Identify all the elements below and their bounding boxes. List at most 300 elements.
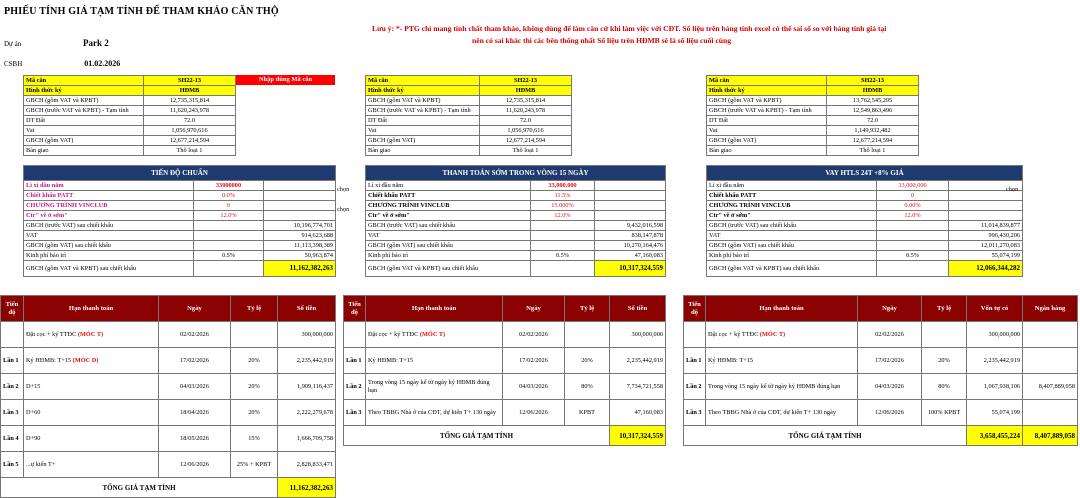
summary-label: GBCH (gồm VAT) sau chiết khấu bbox=[707, 241, 877, 251]
info-value: 12,735,315,814 bbox=[144, 96, 236, 106]
info-label: Bàn giao bbox=[707, 146, 827, 156]
summary-amount bbox=[595, 181, 666, 191]
schedule-cell: 80% bbox=[922, 374, 967, 400]
summary-row bbox=[24, 201, 336, 211]
schedule-total-row bbox=[684, 426, 1078, 446]
info-row bbox=[707, 126, 919, 136]
summary-rate bbox=[531, 231, 595, 241]
summary-label: Lì xì đầu năm bbox=[24, 181, 194, 191]
schedule-cell: Lần 3 bbox=[1, 400, 24, 426]
info-row bbox=[707, 136, 919, 146]
schedule-cell: 12/06/2026 bbox=[159, 452, 231, 478]
summary-row bbox=[366, 211, 666, 221]
info-value: 1,149,932,482 bbox=[827, 126, 919, 136]
schedule-cell bbox=[922, 322, 967, 348]
schedule-cell: Ký HĐMB: T+15 bbox=[366, 348, 503, 374]
summary-row bbox=[24, 211, 336, 221]
schedule-header-row bbox=[344, 296, 666, 322]
info-row bbox=[24, 116, 236, 126]
summary-amount bbox=[949, 211, 1023, 221]
info-label: Vat bbox=[24, 126, 144, 136]
info-label: GBCH (gồm VAT và KPBT) bbox=[707, 96, 827, 106]
summary-amount bbox=[595, 191, 666, 201]
summary-label: Chiết khấu PATT bbox=[24, 191, 194, 201]
info-row bbox=[24, 136, 236, 146]
summary-amount: 12,011,270,083 bbox=[949, 241, 1023, 251]
info-label: Hình thức ký bbox=[707, 86, 827, 96]
csbh-label: CSBH bbox=[4, 60, 23, 68]
info-value: Thô loại 1 bbox=[827, 146, 919, 156]
summary-rate bbox=[877, 261, 949, 277]
info-row bbox=[707, 86, 919, 96]
summary-amount bbox=[595, 211, 666, 221]
info-row bbox=[366, 86, 572, 96]
info-value: 11,620,243,978 bbox=[144, 106, 236, 116]
schedule-cell: Lần 1 bbox=[1, 348, 24, 374]
schedule-header: Tỷ lệ bbox=[565, 296, 610, 322]
schedule-cell: 2,235,442,919 bbox=[967, 348, 1023, 374]
summary-label: VAT bbox=[366, 231, 531, 241]
info-row bbox=[24, 106, 236, 116]
schedule-cell: Theo TBBG Nhà ở của CĐT, dự kiến T+ 130 ngày bbox=[706, 400, 858, 426]
summary-amount bbox=[264, 201, 336, 211]
schedule-total-amount: 3,658,455,224 bbox=[967, 426, 1023, 446]
summary-label: Kinh phí bảo trì bbox=[707, 251, 877, 261]
summary-amount: 9,432,016,598 bbox=[595, 221, 666, 231]
summary-label: Ctr" về ở sớm" bbox=[24, 211, 194, 221]
summary-rate: 15.000% bbox=[531, 201, 595, 211]
schedule-cell: Lần 1 bbox=[684, 348, 706, 374]
summary-row bbox=[24, 191, 336, 201]
info-row bbox=[366, 106, 572, 116]
summary-amount: 996,430,206 bbox=[949, 231, 1023, 241]
summary-label: VAT bbox=[24, 231, 194, 241]
schedule-cell: 20% bbox=[922, 348, 967, 374]
info-row bbox=[366, 116, 572, 126]
summary-amount: 10,196,774,701 bbox=[264, 221, 336, 231]
summary-label: GBCH (gồm VAT và KPBT) sau chiết khấu bbox=[366, 261, 531, 277]
schedule-cell: 17/02/2026 bbox=[159, 348, 231, 374]
schedule-cell: Theo TBBG Nhà ở của CĐT, dự kiến T+ 130 ngày bbox=[366, 400, 503, 426]
schedule-cell: 2,235,442,919 bbox=[610, 348, 666, 374]
unit-info-table-a bbox=[23, 75, 236, 156]
schedule-cell: 04/03/2026 bbox=[503, 374, 565, 400]
summary-rate: 33,000,000 bbox=[531, 181, 595, 191]
summary-label: GBCH (gồm VAT) sau chiết khấu bbox=[24, 241, 194, 251]
info-label: DT Đất bbox=[366, 116, 480, 126]
info-label: GBCH (trước VAT và KPBT) - Tạm tính bbox=[707, 106, 827, 116]
schedule-cell: 18/05/2026 bbox=[159, 426, 231, 452]
milestone-tag: (MÓC T) bbox=[759, 330, 786, 338]
schedule-cell bbox=[1, 322, 24, 348]
schedule-row bbox=[1, 426, 336, 452]
schedule-row bbox=[1, 348, 336, 374]
summary-rate: 12.0% bbox=[531, 211, 595, 221]
section-header-row bbox=[366, 166, 666, 181]
unit-info-table-b bbox=[365, 75, 572, 156]
info-value: HĐMB bbox=[144, 86, 236, 96]
summary-label: Ctr" về ở sớm" bbox=[366, 211, 531, 221]
info-row bbox=[24, 86, 236, 96]
milestone-tag: (MÓC T) bbox=[77, 330, 104, 338]
summary-amount bbox=[264, 211, 336, 221]
summary-rate bbox=[194, 231, 264, 241]
summary-rate bbox=[194, 221, 264, 231]
schedule-cell bbox=[1023, 322, 1078, 348]
schedule-header: Tiến độ bbox=[1, 296, 24, 322]
summary-row bbox=[366, 261, 666, 277]
standard-schedule-summary bbox=[23, 165, 336, 277]
summary-rate bbox=[531, 221, 595, 231]
schedule-cell: Lần 1 bbox=[344, 348, 366, 374]
summary-amount: 47,160,083 bbox=[595, 251, 666, 261]
unit-info-table-c bbox=[706, 75, 919, 156]
info-label: GBCH (gồm VAT và KPBT) bbox=[366, 96, 480, 106]
summary-rate: 0.5% bbox=[531, 251, 595, 261]
schedule-cell: KPBT bbox=[565, 400, 610, 426]
summary-row bbox=[707, 261, 1023, 277]
schedule-cell: 20% bbox=[565, 348, 610, 374]
csbh-date: 01.02.2026 bbox=[84, 59, 121, 68]
summary-row bbox=[707, 191, 1023, 201]
schedule-header: Hạn thanh toán bbox=[24, 296, 159, 322]
page-title: PHIẾU TÍNH GIÁ TẠM TÍNH ĐỂ THAM KHẢO CĂN THỘ bbox=[4, 6, 279, 17]
info-value: 1,056,970,616 bbox=[480, 126, 572, 136]
schedule-cell: ...ự kiến T+ bbox=[24, 452, 159, 478]
project-line bbox=[4, 38, 109, 48]
summary-label: CHƯƠNG TRÌNH VINCLUB bbox=[707, 201, 877, 211]
schedule-cell: 04/03/2026 bbox=[858, 374, 922, 400]
schedule-cell: 300,000,000 bbox=[967, 322, 1023, 348]
summary-rate bbox=[194, 241, 264, 251]
summary-label: Chiết khấu PATT bbox=[366, 191, 531, 201]
choose-hint-1: chọn bbox=[337, 186, 350, 193]
info-value: 72.0 bbox=[144, 116, 236, 126]
summary-label: CHƯƠNG TRÌNH VINCLUB bbox=[366, 201, 531, 211]
summary-amount: 12,066,344,282 bbox=[949, 261, 1023, 277]
summary-amount: 10,270,164,476 bbox=[595, 241, 666, 251]
schedule-cell: 17/02/2026 bbox=[858, 348, 922, 374]
schedule-cell: 02/02/2026 bbox=[503, 322, 565, 348]
schedule-cell: 02/02/2026 bbox=[159, 322, 231, 348]
schedule-cell: 1,909,116,437 bbox=[278, 374, 336, 400]
summary-row bbox=[24, 181, 336, 191]
schedule-cell: Lần 2 bbox=[684, 374, 706, 400]
summary-amount bbox=[264, 181, 336, 191]
info-row bbox=[707, 76, 919, 86]
schedule-header: Số tiền bbox=[610, 296, 666, 322]
summary-row bbox=[366, 251, 666, 261]
schedule-cell: Lần 3 bbox=[684, 400, 706, 426]
summary-label: CHƯƠNG TRÌNH VINCLUB bbox=[24, 201, 194, 211]
schedule-header: Tiến độ bbox=[344, 296, 366, 322]
schedule-row bbox=[1, 400, 336, 426]
info-value: 12,677,214,594 bbox=[144, 136, 236, 146]
info-label: GBCH (trước VAT và KPBT) - Tạm tính bbox=[24, 106, 144, 116]
info-label: GBCH (gồm VAT) bbox=[366, 136, 480, 146]
info-value: 1,056,970,616 bbox=[144, 126, 236, 136]
schedule-cell: 300,000,000 bbox=[278, 322, 336, 348]
summary-amount: 11,162,382,263 bbox=[264, 261, 336, 277]
info-row bbox=[366, 126, 572, 136]
schedule-cell bbox=[1023, 348, 1078, 374]
info-label: Hình thức ký bbox=[24, 86, 144, 96]
schedule-cell bbox=[565, 322, 610, 348]
schedule-cell: Lần 2 bbox=[1, 374, 24, 400]
info-label: Vat bbox=[366, 126, 480, 136]
schedule-cell bbox=[684, 322, 706, 348]
info-value: SH22-13 bbox=[480, 76, 572, 86]
schedule-cell: Trong vòng 15 ngày kể từ ngày ký HĐMB đúng hạn bbox=[366, 374, 503, 400]
csbh-line bbox=[4, 59, 120, 68]
schedule-cell: 04/03/2026 bbox=[159, 374, 231, 400]
info-label: GBCH (gồm VAT và KPBT) bbox=[24, 96, 144, 106]
info-value: 72.0 bbox=[827, 116, 919, 126]
schedule-cell: 55,074,199 bbox=[967, 400, 1023, 426]
schedule-header: Ngày bbox=[503, 296, 565, 322]
schedule-total-row bbox=[1, 478, 336, 498]
summary-label: GBCH (trước VAT) sau chiết khấu bbox=[24, 221, 194, 231]
schedule-header-row bbox=[1, 296, 336, 322]
schedule-total-label: TỔNG GIÁ TẠM TÍNH bbox=[684, 426, 967, 446]
info-row bbox=[707, 106, 919, 116]
section-title: THANH TOÁN SỚM TRONG VÒNG 15 NGÀY bbox=[366, 166, 666, 181]
schedule-cell: 1,666,709,758 bbox=[278, 426, 336, 452]
schedule-cell: Lần 3 bbox=[344, 400, 366, 426]
summary-row bbox=[24, 241, 336, 251]
summary-rate: 0 bbox=[194, 201, 264, 211]
info-label: Vat bbox=[707, 126, 827, 136]
info-value: Thô loại 1 bbox=[480, 146, 572, 156]
schedule-cell: Ký HĐMB: T+15 (MÓC D) bbox=[24, 348, 159, 374]
info-value: 12,677,214,594 bbox=[480, 136, 572, 146]
summary-rate: 12.0% bbox=[194, 211, 264, 221]
schedule-total-bank: 8,407,889,058 bbox=[1023, 426, 1078, 446]
summary-rate: 0 bbox=[877, 191, 949, 201]
summary-row bbox=[707, 221, 1023, 231]
summary-amount bbox=[264, 191, 336, 201]
summary-rate bbox=[877, 231, 949, 241]
summary-row bbox=[24, 231, 336, 241]
summary-row bbox=[707, 181, 1023, 191]
summary-amount: 11,014,839,877 bbox=[949, 221, 1023, 231]
info-label: Hình thức ký bbox=[366, 86, 480, 96]
standard-payment-schedule bbox=[0, 295, 336, 498]
early-payment-summary bbox=[365, 165, 666, 277]
section-title: TIẾN ĐỘ CHUẨN bbox=[24, 166, 336, 181]
summary-amount: 10,317,324,559 bbox=[595, 261, 666, 277]
schedule-cell bbox=[231, 322, 278, 348]
schedule-row bbox=[344, 348, 666, 374]
schedule-cell bbox=[344, 322, 366, 348]
summary-row bbox=[707, 251, 1023, 261]
summary-row bbox=[366, 221, 666, 231]
info-row bbox=[366, 96, 572, 106]
summary-rate: 33,000,000 bbox=[877, 181, 949, 191]
schedule-cell: Trong vòng 15 ngày kể từ ngày ký HĐMB đúng hạn bbox=[706, 374, 858, 400]
info-value: SH22-13 bbox=[827, 76, 919, 86]
schedule-cell: 20% bbox=[231, 400, 278, 426]
schedule-total-row bbox=[344, 426, 666, 446]
schedule-cell: 100% KPBT bbox=[922, 400, 967, 426]
schedule-header: Ngày bbox=[159, 296, 231, 322]
summary-rate bbox=[531, 241, 595, 251]
summary-row bbox=[366, 231, 666, 241]
schedule-cell: Lần 5 bbox=[1, 452, 24, 478]
summary-label: Ctr" về ở sớm" bbox=[707, 211, 877, 221]
summary-amount bbox=[949, 201, 1023, 211]
schedule-cell: Đặt cọc + ký TTĐC (MÓC T) bbox=[706, 322, 858, 348]
schedule-cell: Lần 2 bbox=[344, 374, 366, 400]
info-label: Bàn giao bbox=[366, 146, 480, 156]
summary-row bbox=[366, 191, 666, 201]
summary-amount: 55,074,199 bbox=[949, 251, 1023, 261]
project-value: Park 2 bbox=[82, 38, 109, 48]
summary-row bbox=[366, 241, 666, 251]
schedule-total-label: TỔNG GIÁ TẠM TÍNH bbox=[344, 426, 610, 446]
summary-amount: 50,963,874 bbox=[264, 251, 336, 261]
schedule-total-amount: 11,162,382,263 bbox=[278, 478, 336, 498]
schedule-cell: 20% bbox=[231, 374, 278, 400]
section-title: VAY HTLS 24T +8% GIÁ bbox=[707, 166, 1023, 181]
schedule-header: Hạn thanh toán bbox=[366, 296, 503, 322]
schedule-cell bbox=[1023, 400, 1078, 426]
schedule-row bbox=[344, 374, 666, 400]
summary-row bbox=[24, 261, 336, 277]
info-label: Mã căn bbox=[707, 76, 827, 86]
info-label: GBCH (gồm VAT) bbox=[707, 136, 827, 146]
summary-row bbox=[707, 231, 1023, 241]
summary-rate bbox=[194, 261, 264, 277]
info-label: DT Đất bbox=[707, 116, 827, 126]
schedule-header: Số tiền bbox=[278, 296, 336, 322]
summary-label: Chiết khấu PATT bbox=[707, 191, 877, 201]
info-value: 12,735,315,814 bbox=[480, 96, 572, 106]
schedule-cell: Đặt cọc + ký TTĐC (MÓC T) bbox=[24, 322, 159, 348]
early-payment-schedule bbox=[343, 295, 666, 446]
section-header-row bbox=[707, 166, 1023, 181]
schedule-row bbox=[684, 374, 1078, 400]
summary-row bbox=[24, 251, 336, 261]
info-value: HĐMB bbox=[827, 86, 919, 96]
info-label: GBCH (gồm VAT) bbox=[24, 136, 144, 146]
schedule-cell: D+90 bbox=[24, 426, 159, 452]
schedule-cell: 18/04/2026 bbox=[159, 400, 231, 426]
schedule-cell: 8,407,889,058 bbox=[1023, 374, 1078, 400]
summary-rate: 11.5% bbox=[531, 191, 595, 201]
info-row bbox=[24, 76, 236, 86]
info-value: HĐMB bbox=[480, 86, 572, 96]
schedule-total-amount: 10,317,324,559 bbox=[610, 426, 666, 446]
schedule-cell: 12/06/2026 bbox=[858, 400, 922, 426]
summary-label: VAT bbox=[707, 231, 877, 241]
summary-label: GBCH (gồm VAT và KPBT) sau chiết khấu bbox=[707, 261, 877, 277]
summary-rate: 0.00% bbox=[877, 201, 949, 211]
schedule-cell: Ký HĐMB: T+15 bbox=[706, 348, 858, 374]
schedule-header: Tỷ lệ bbox=[231, 296, 278, 322]
info-row bbox=[707, 146, 919, 156]
info-label: GBCH (trước VAT và KPBT) - Tạm tính bbox=[366, 106, 480, 116]
schedule-cell: 2,828,833,471 bbox=[278, 452, 336, 478]
schedule-row bbox=[1, 452, 336, 478]
schedule-header: Ngày bbox=[858, 296, 922, 322]
schedule-cell: 300,000,000 bbox=[610, 322, 666, 348]
summary-label: Kinh phí bảo trì bbox=[24, 251, 194, 261]
schedule-cell: D+15 bbox=[24, 374, 159, 400]
schedule-row bbox=[684, 348, 1078, 374]
info-value: 72.0 bbox=[480, 116, 572, 126]
summary-row bbox=[24, 221, 336, 231]
choose-hint-2: chọn bbox=[337, 206, 350, 213]
summary-rate bbox=[877, 241, 949, 251]
schedule-row bbox=[1, 374, 336, 400]
info-row bbox=[366, 76, 572, 86]
summary-label: GBCH (trước VAT) sau chiết khấu bbox=[366, 221, 531, 231]
schedule-header: Hạn thanh toán bbox=[706, 296, 858, 322]
schedule-cell: 2,222,279,678 bbox=[278, 400, 336, 426]
schedule-header: Tỷ lệ bbox=[922, 296, 967, 322]
schedule-header: Vốn tự có bbox=[967, 296, 1023, 322]
info-row bbox=[24, 96, 236, 106]
project-label: Dự án bbox=[4, 40, 22, 48]
info-label: Mã căn bbox=[366, 76, 480, 86]
schedule-cell: 12/06/2026 bbox=[503, 400, 565, 426]
summary-label: GBCH (gồm VAT và KPBT) sau chiết khấu bbox=[24, 261, 194, 277]
schedule-header-row bbox=[684, 296, 1078, 322]
info-label: DT Đất bbox=[24, 116, 144, 126]
summary-rate: 0.5% bbox=[194, 251, 264, 261]
schedule-cell: 80% bbox=[565, 374, 610, 400]
info-row bbox=[707, 96, 919, 106]
summary-amount: 914,623,688 bbox=[264, 231, 336, 241]
schedule-total-label: TỔNG GIÁ TẠM TÍNH bbox=[1, 478, 278, 498]
summary-label: GBCH (trước VAT) sau chiết khấu bbox=[707, 221, 877, 231]
schedule-cell: 1,067,938,106 bbox=[967, 374, 1023, 400]
info-row bbox=[366, 136, 572, 146]
summary-rate: 0.5% bbox=[877, 251, 949, 261]
summary-row bbox=[707, 201, 1023, 211]
summary-row bbox=[366, 201, 666, 211]
schedule-cell: Đặt cọc + ký TTĐC (MÓC T) bbox=[366, 322, 503, 348]
info-value: Thô loại 1 bbox=[144, 146, 236, 156]
schedule-row bbox=[684, 322, 1078, 348]
choose-hint-3: chọn bbox=[1006, 186, 1019, 193]
summary-rate bbox=[877, 221, 949, 231]
disclaimer-note-2: nên có sai khác thì các bên thống nhất Số liệu trên HĐMB sẽ là số liệu cuối cùng bbox=[472, 36, 732, 45]
summary-rate: 0.0% bbox=[194, 191, 264, 201]
schedule-cell: 20% bbox=[231, 348, 278, 374]
schedule-cell: Lần 4 bbox=[1, 426, 24, 452]
summary-amount: 838,147,878 bbox=[595, 231, 666, 241]
schedule-cell: 15% bbox=[231, 426, 278, 452]
schedule-cell: 02/02/2026 bbox=[858, 322, 922, 348]
summary-row bbox=[707, 241, 1023, 251]
schedule-row bbox=[684, 400, 1078, 426]
warning-badge: Nhập đúng Mã căn bbox=[236, 75, 335, 85]
info-value: SH22-13 bbox=[144, 76, 236, 86]
schedule-cell: 7,734,721,558 bbox=[610, 374, 666, 400]
milestone-tag: (MÓC D) bbox=[72, 356, 99, 364]
summary-label: Lì xì đầu năm bbox=[366, 181, 531, 191]
summary-label: Lì xì đầu năm bbox=[707, 181, 877, 191]
schedule-row bbox=[344, 322, 666, 348]
summary-row bbox=[366, 181, 666, 191]
summary-amount bbox=[595, 201, 666, 211]
summary-rate: 12.0% bbox=[877, 211, 949, 221]
schedule-cell: D+60 bbox=[24, 400, 159, 426]
info-row bbox=[707, 116, 919, 126]
info-value: 13,762,545,295 bbox=[827, 96, 919, 106]
